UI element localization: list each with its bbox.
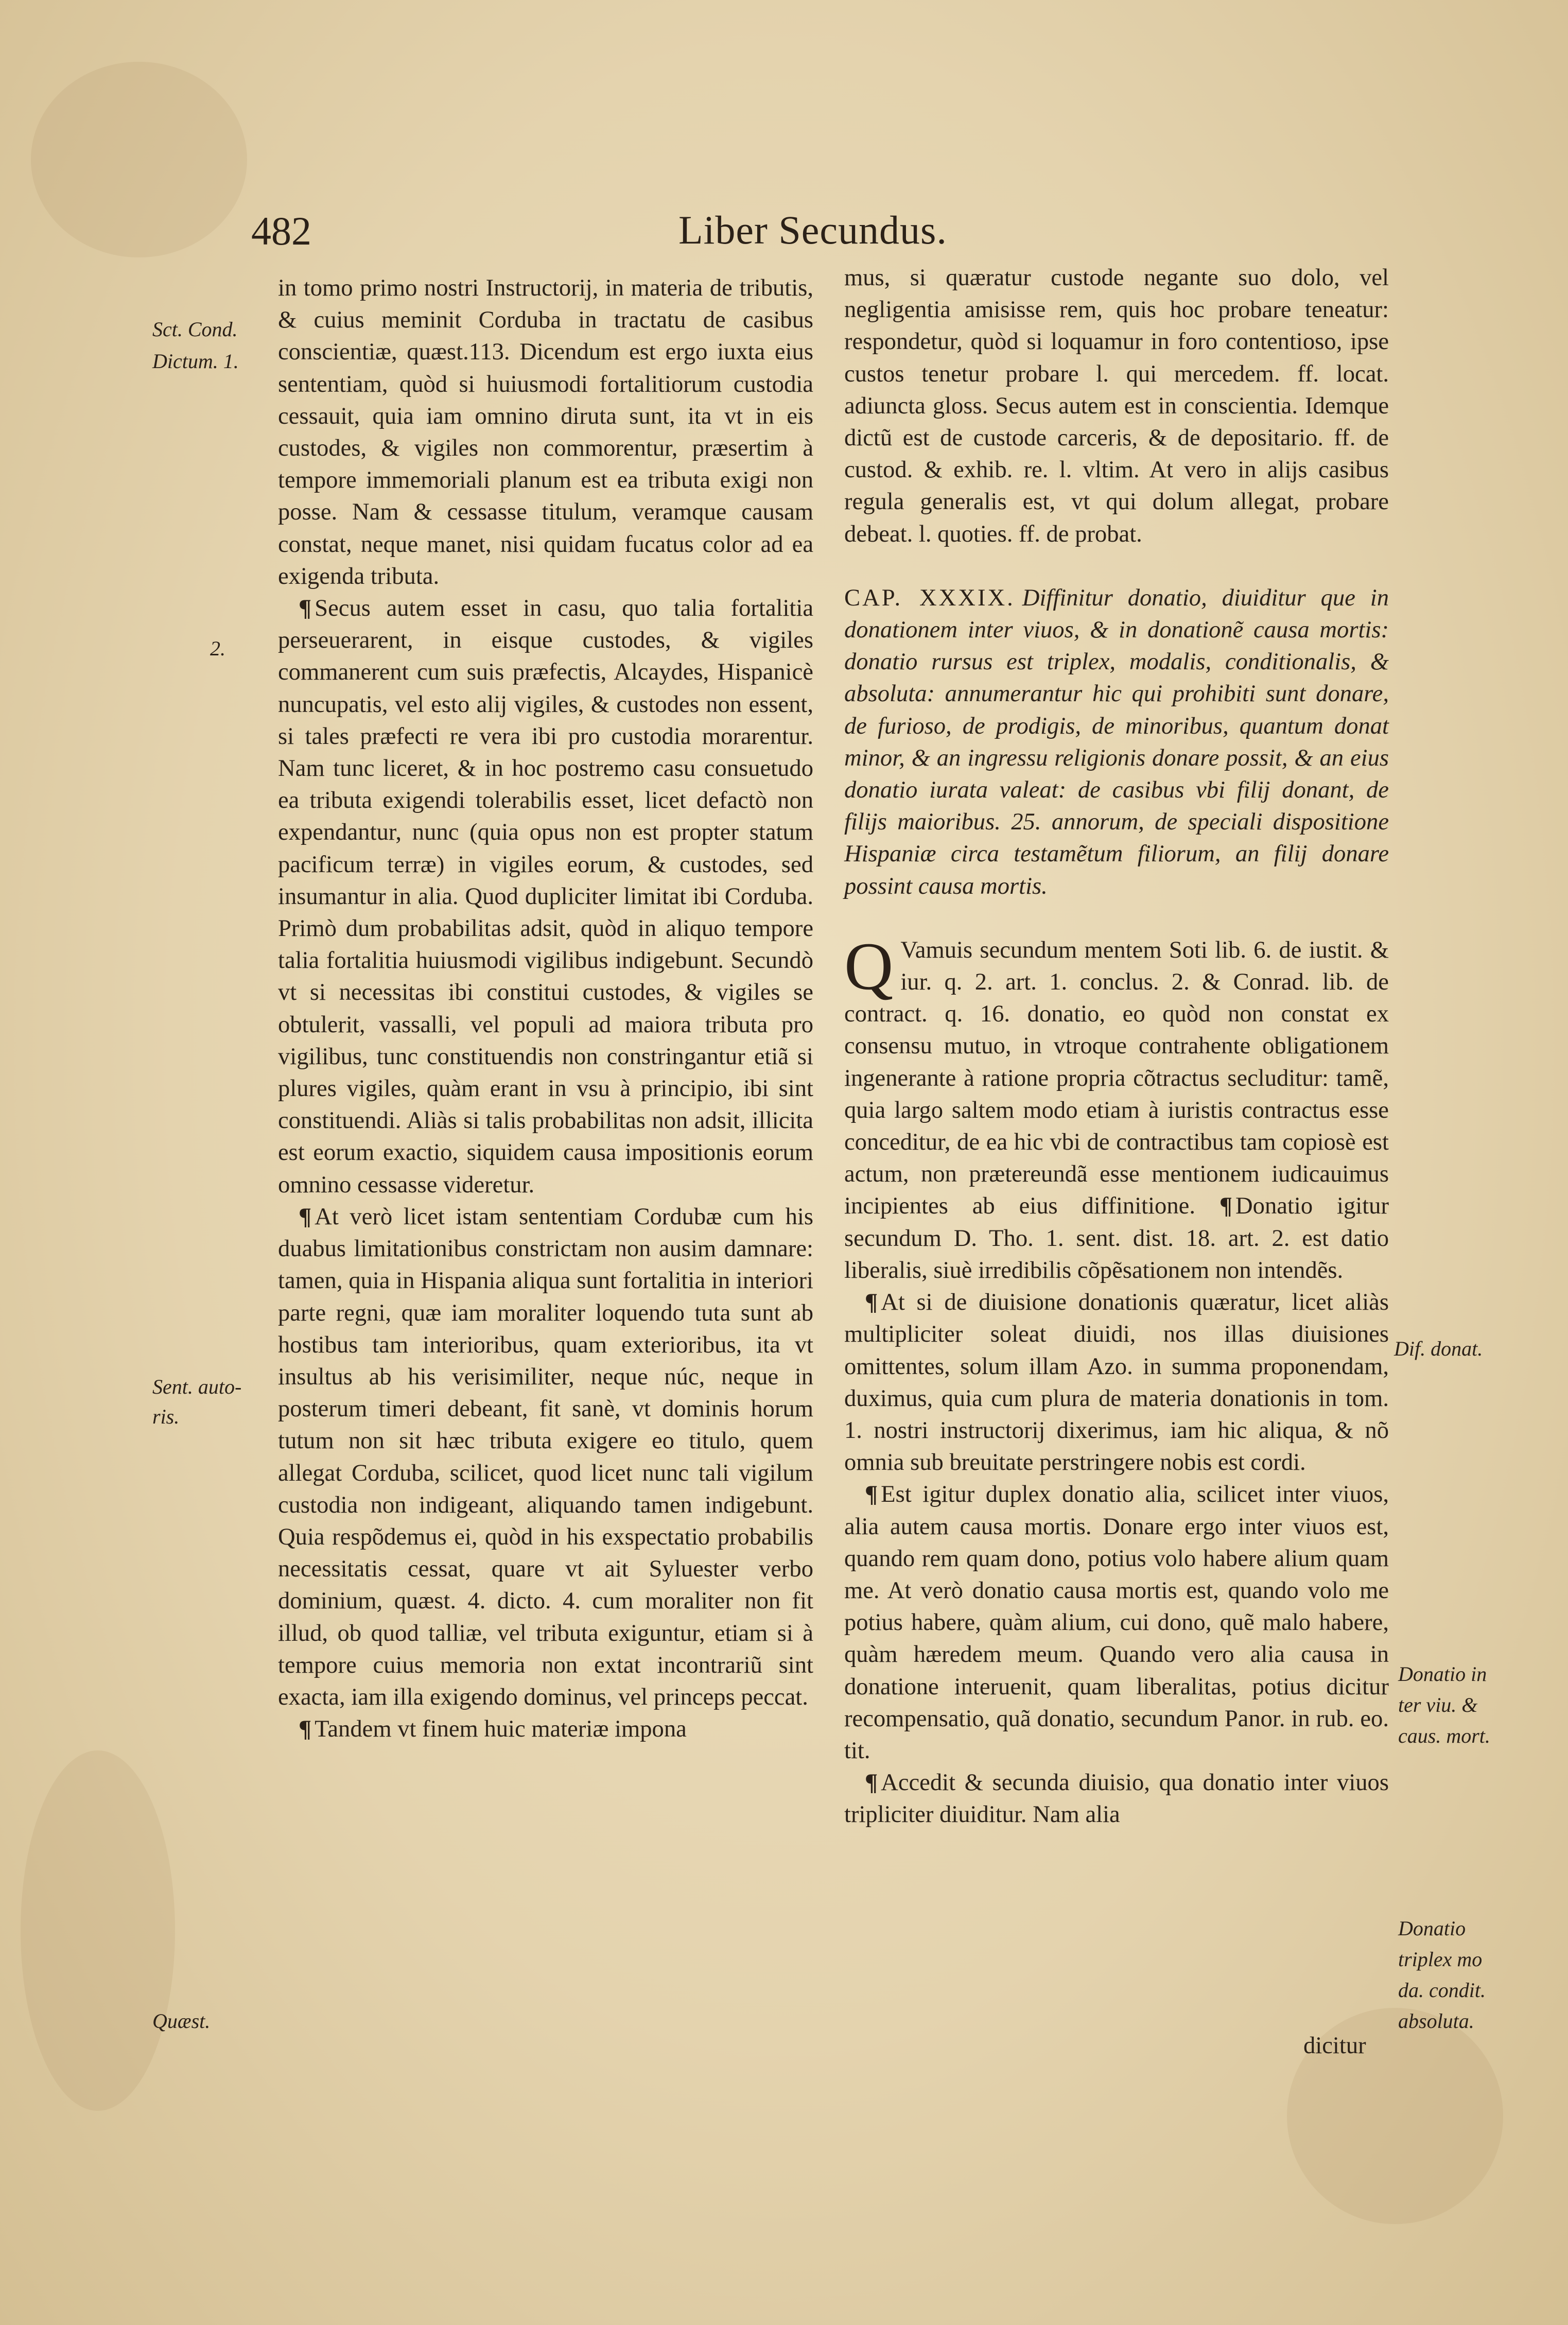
pilcrow-icon: ¶ bbox=[865, 1481, 878, 1508]
folio-number: 482 bbox=[251, 209, 311, 253]
pilcrow-icon: ¶ bbox=[299, 1203, 312, 1230]
chapter-label: CAP. XXXIX. bbox=[844, 584, 1015, 611]
margin-note: Sent. auto- bbox=[152, 1375, 242, 1398]
margin-note: ter viu. & bbox=[1398, 1693, 1478, 1716]
left-paragraph-1: in tomo primo nostri Instructorij, in materia de tributis, & cuius meminit Corduba in tractatu de casibus conscientiæ, quæst.113. Dicendum est ergo iuxta eius sententiam, quòd si huiusmodi fortalitiorum custodia cessauit, quia iam omnino diruta sunt, ita vt in eis custodes, & vigiles non commorentur, præsertim à tempore immemoriali planum est ea tributa exigi non posse. Nam & cessasse titulum, veramque causam constat, neque manet, nisi quidam fucatus color ad ea exigenda tributa. bbox=[278, 274, 813, 589]
margin-note: Donatio bbox=[1398, 1917, 1466, 1940]
pilcrow-icon: ¶ bbox=[865, 1769, 878, 1796]
margin-note: 2. bbox=[210, 637, 225, 660]
margin-note: Quæst. bbox=[152, 2009, 211, 2033]
margin-note: triplex mo bbox=[1398, 1948, 1483, 1971]
margin-note: da. condit. bbox=[1398, 1979, 1486, 2002]
margin-note: Sct. Cond. bbox=[152, 318, 238, 341]
catchword: dicitur bbox=[1303, 2032, 1366, 2059]
left-paragraph-2 bbox=[278, 592, 813, 1201]
pilcrow-icon: ¶ bbox=[1219, 1192, 1233, 1220]
left-paragraph-4-text: Tandem vt finem huic materiæ impona bbox=[315, 1715, 687, 1743]
pilcrow-icon: ¶ bbox=[299, 595, 312, 622]
margin-note: Dif. donat. bbox=[1394, 1337, 1483, 1360]
left-paragraph-4 bbox=[278, 1713, 813, 1745]
paper-stain bbox=[31, 62, 247, 257]
right-column bbox=[844, 262, 1389, 1831]
pilcrow-icon: ¶ bbox=[865, 1289, 878, 1316]
margin-note: ris. bbox=[152, 1405, 180, 1428]
right-paragraph-3-text: Est igitur duplex donatio alia, scilicet inter viuos, alia autem causa mortis. Donare ergo inter viuos est, quando rem quam dono, potius volo habere alium quam me. At verò donatio causa mortis est, quando volo me potius habere, quàm alium, cui dono, quẽ malo habere, quàm hæredem meum. Quando vero alia causa in donatione interuenit, quam liberalitas, potius dicitur recompensatio, quã donatio, secundum Panor. in rub. eo. tit. bbox=[844, 1481, 1389, 1764]
left-paragraph-3-text: At verò licet istam sententiam Cordubæ cum his duabus limitationibus constrictam non ausim damnare: tamen, quia in Hispania aliqua sunt fortalitia in interiori parte regni, quæ iam moraliter loquendo tuta sunt ab hostibus tam interioribus, quam exterioribus, ita vt insultus ab his verisimiliter, neque núc, neque in posterum timeri debeant, fit sanè, vt dominis horum tutum non sit hæc tributa exigere eo titulo, quem allegat Corduba, scilicet, quod licet nunc tali vigilum custodia non indigeant, aliquando tamen indigebunt. Quia respõdemus ei, quòd in his exspectatio probabilis necessitatis cessat, quare vt ait Syluester verbo dominium, quæst. 4. dicto. 4. cum moraliter non fit illud, ob quod talliæ, vel tributa exiguntur, etiam si à tempore cuius memoria non extat incontrariũ sint exacta, iam illa exigendo dominus, vel princeps peccat. bbox=[278, 1203, 813, 1710]
margin-note: absoluta. bbox=[1398, 2009, 1474, 2033]
margin-note: Dictum. 1. bbox=[152, 350, 239, 373]
drop-cap: Q bbox=[844, 928, 894, 1004]
chapter-heading bbox=[844, 582, 1389, 902]
opening-paragraph bbox=[844, 928, 1389, 1286]
margin-note: caus. mort. bbox=[1398, 1724, 1490, 1747]
right-paragraph-2-text: At si de diuisione donationis quæratur, licet aliàs multipliciter soleat diuidi, nos illas diuisiones omittentes, solum illam Azo. in summa proponendam, duximus, quia cum plura de materia donationis in tom. 1. nostri instructorij dixerimus, iam hic aliqua, & nõ omnia sub breuitate perstringere nobis est cordi. bbox=[844, 1289, 1389, 1476]
left-paragraph-2-text: Secus autem esset in casu, quo talia fortalitia perseuerarent, in eisque custodes, & vigiles commanerent cum suis præfectis, Alcaydes, Hispanicè nuncupatis, vel esto alij vigiles, & custodes non essent, si tales præfecti re vera ibi pro custodia morarentur. Nam tunc liceret, & in hoc postremo casu consuetudo ea tributa exigendi tolerabilis esset, licet defactò non expendantur, nunc (quia opus non est propter statum pacificum terræ) in vigiles eorum, & custodes, sed insumantur in alia. Quod dupliciter limitat ibi Corduba. Primò dum probabilitas adsit, quòd in aliquo tempore talia fortalitia huiusmodi vigilibus indigebunt. Secundò vt si necessitas ibi constitui custodes, & vigiles se obtulerit, vassalli, vel populi ad maiora tributa pro vigilibus, tunc constituendis non constringantur etiã si plures vigiles, quàm erant in vsu à principio, ibi sint constituendi. Aliàs si talis probabilitas non adsit, illicita est eorum exactio, siquidem causa impositionis eorum omnino cessasse videretur. bbox=[278, 595, 813, 1198]
running-head: Liber Secundus. bbox=[678, 207, 947, 252]
opening-paragraph-text: Vamuis secundum mentem Soti lib. 6. de iustit. & iur. q. 2. art. 1. conclus. 2. & Conrad. lib. de contract. q. 16. donatio, eo quòd non constat ex consensu mutuo, in vtroque contrahente obligationem ingenerante à ratione propria cõtractus secluditur: tamẽ, quia largo saltem modo etiam à iuristis contractus esse conceditur, de ea hic vbi de contractibus tam copiosè est actum, non prætereundã esse mentionem iudicauimus incipientes ab eius diffinitione. bbox=[844, 936, 1389, 1220]
right-top-paragraph: mus, si quæratur custode negante suo dolo, vel negligentia amisisse rem, quis hoc probare teneatur: respondetur, quòd si loquamur in foro contentioso, ipse custos tenetur probare l. qui mercedem. ff. locat. adiuncta gloss. Secus autem est in conscientia. Idemque dictũ est de custode carceris, & de depositario. ff. de custod. & exhib. re. l. vltim. At vero in alijs casibus regula generalis est, vt qui dolum allegat, probare debeat. l. quoties. ff. de probat. bbox=[844, 264, 1389, 547]
right-paragraph-4-text: Accedit & secunda diuisio, qua donatio inter viuos tripliciter diuiditur. Nam alia bbox=[844, 1769, 1389, 1828]
paper-stain bbox=[21, 1750, 175, 2111]
right-paragraph-2 bbox=[844, 1286, 1389, 1478]
margin-note: Donatio in bbox=[1398, 1662, 1487, 1686]
chapter-summary: Diffinitur donatio, diuiditur que in donationem inter viuos, & in donationẽ causa mortis: donatio rursus est triplex, modalis, conditionalis, & absoluta: annumerantur hic qui prohibiti sunt donare, de furioso, de prodigis, de minoribus, quantum donat minor, & an ingressu religionis donare possit, & an eius donatio iurata valeat: de casibus vbi filij donant, de filijs maioribus. 25. annorum, de speciali dispositione Hispaniæ circa testamẽtum filiorum, an filij donare possint causa mortis. bbox=[844, 584, 1389, 899]
right-paragraph-1-text: Donatio igitur secundum D. Tho. 1. sent. dist. 18. art. 2. est datio liberalis, siuè irredibilis cõpẽsationem non intendẽs. bbox=[844, 1192, 1389, 1283]
right-paragraph-4 bbox=[844, 1766, 1389, 1830]
left-column bbox=[278, 272, 813, 1745]
pilcrow-icon: ¶ bbox=[299, 1715, 312, 1743]
right-paragraph-3 bbox=[844, 1478, 1389, 1766]
left-paragraph-3 bbox=[278, 1201, 813, 1713]
